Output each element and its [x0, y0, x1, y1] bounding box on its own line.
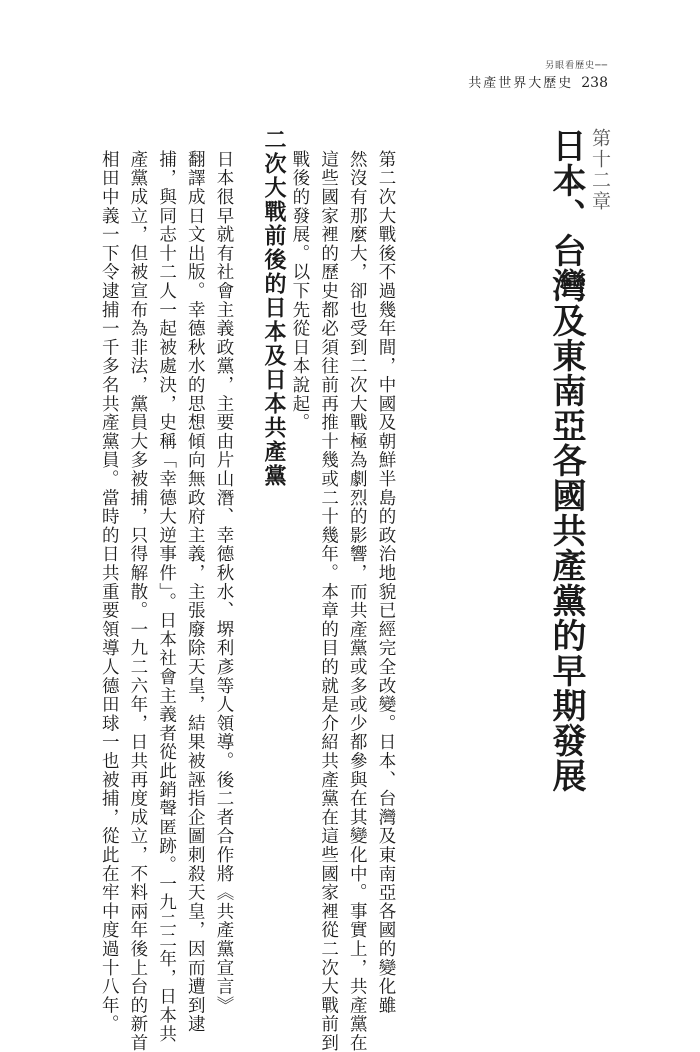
running-header [468, 72, 608, 91]
running-header-book-title: 共產世界大歷史 [468, 76, 574, 91]
intro-paragraph [289, 150, 400, 1052]
text-line: 相田中義一下令逮捕一千多名共產黨員。當時的日共重要領導人德田球一也被捕，從此在牢中度過十八年。 [99, 150, 120, 1034]
text-line: 然沒有那麼大，卻也受到二次大戰極為劇烈的影響，而共產黨或多或少都參與在其變化中。事實上，共產黨在 [347, 150, 368, 1052]
text-line: 第二次大戰後不過幾年間，中國及朝鮮半島的政治地貌已經完全改變。日本、台灣及東南亞各國的變化雖 [376, 150, 396, 1015]
chapter-label: 第十二章 [589, 128, 611, 212]
running-header-series: 另眼看歷史── [545, 61, 608, 71]
body-paragraph [94, 150, 238, 1052]
text-line: 這些國家裡的歷史都必須往前再推十幾或二十幾年。本章的目的就是介紹共產黨在這些國家裡從二次大戰前到 [318, 150, 339, 1052]
page-number: 238 [581, 75, 608, 91]
chapter-title: 日本、台灣及東南亞各國共產黨的早期發展 [546, 128, 586, 793]
text-line: 翻譯成日文出版。幸德秋水的思想傾向無政府主義，主張廢除天皇，結果被誣指企圖刺殺天皇，因而遭到逮 [185, 150, 206, 1034]
text-line: 產黨成立，但被宣布為非法，黨員大多被捕，只得解散。一九二六年，日共再度成立，不料兩年後上台的新首 [127, 150, 148, 1052]
text-line: 日本很早就有社會主義政黨，主要由片山潛、幸德秋水、堺利彥等人領導。後二者合作將《共產黨宣言》 [214, 150, 234, 1015]
text-line: 捕，與同志十二人一起被處決，史稱「幸德大逆事件」。日本社會主義者從此銷聲匿跡。一九二二年，日本共 [156, 150, 177, 1044]
section-heading: 二次大戰前後的日本及日本共產黨 [261, 128, 287, 488]
text-line: 戰後的發展。以下先從日本說起。 [289, 150, 310, 432]
